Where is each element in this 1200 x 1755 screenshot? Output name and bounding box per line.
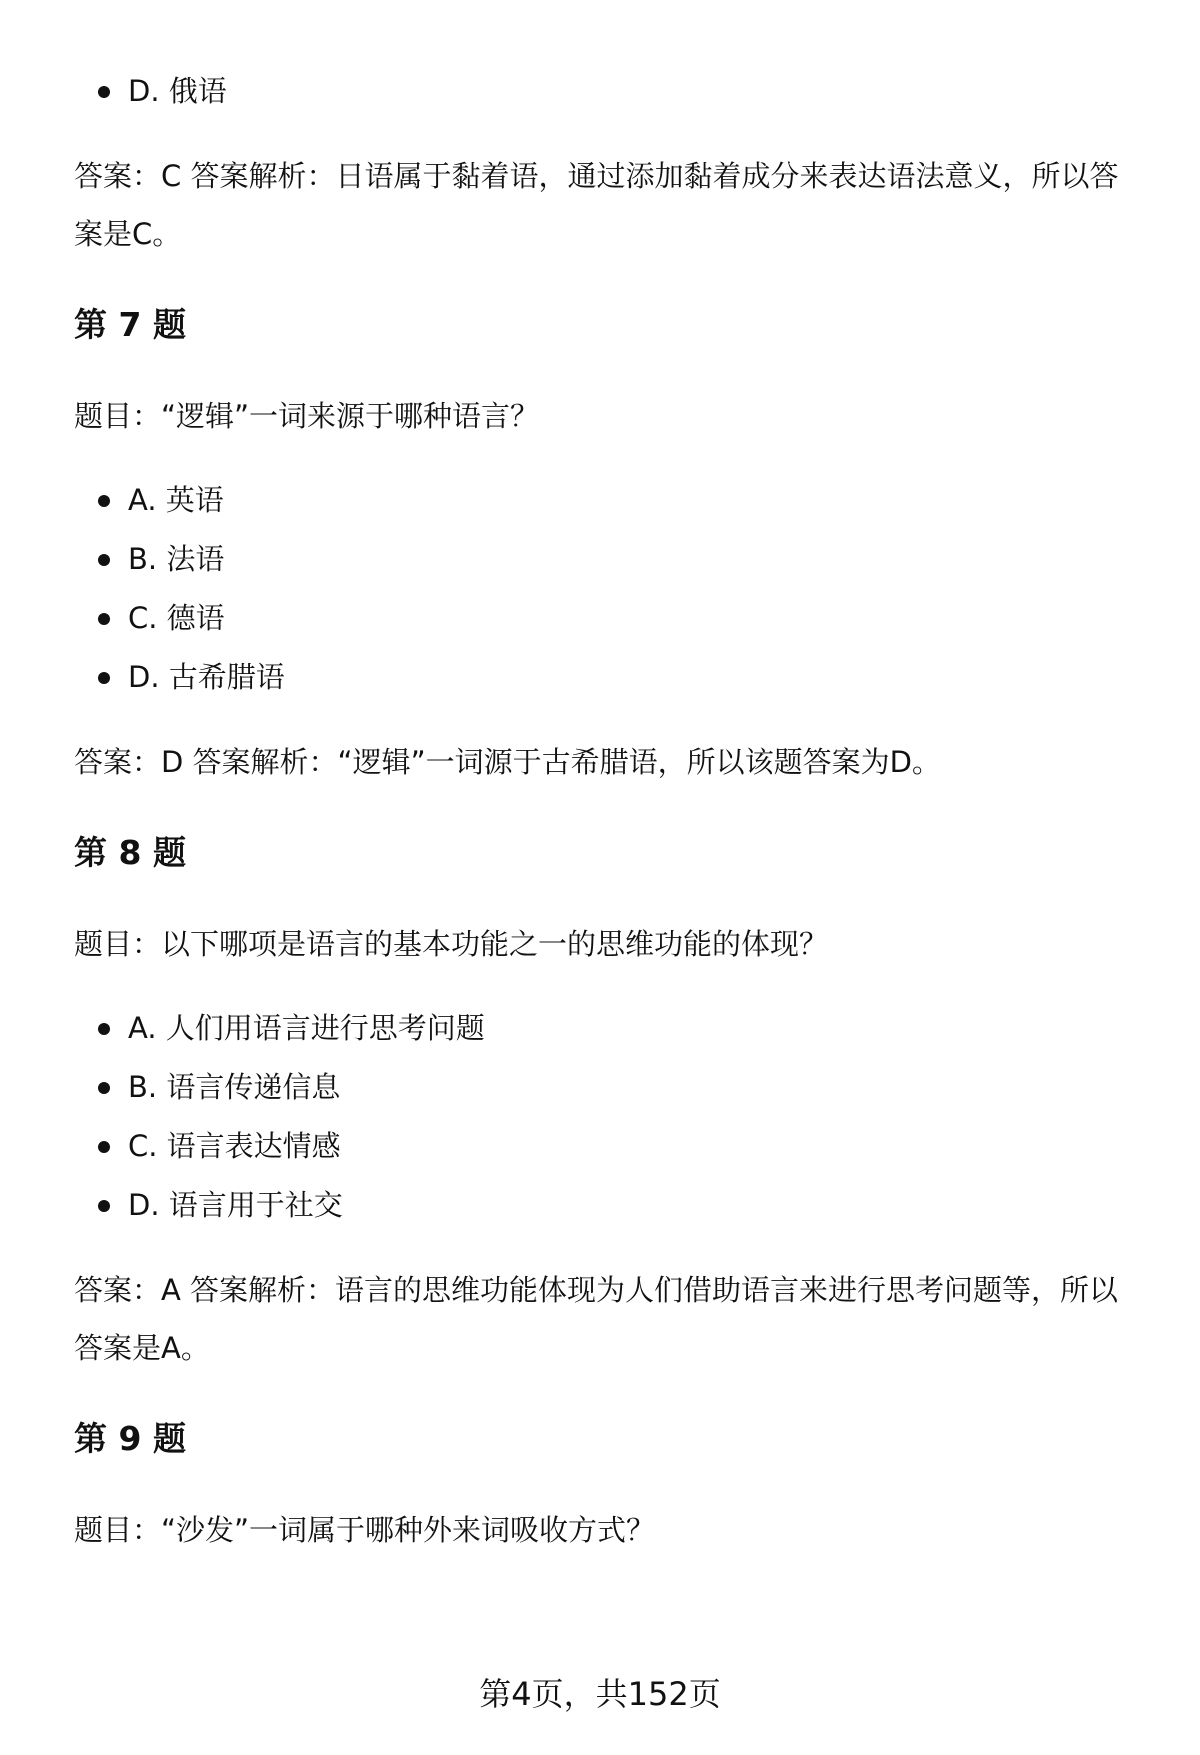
option-c: C. 语言表达情感 (74, 1117, 1144, 1176)
option-a: A. 人们用语言进行思考问题 (74, 999, 1144, 1058)
page-content (74, 62, 1144, 1559)
page-number-footer: 第4页，共152页 (479, 1675, 721, 1713)
question-9-text: 题目：“沙发”一词属于哪种外来词吸收方式？ (74, 1513, 656, 1547)
option-a: A. 英语 (74, 471, 1144, 530)
option-d: D. 古希腊语 (74, 648, 1144, 707)
prev-answer (74, 147, 1144, 263)
prev-question-options (74, 62, 1144, 121)
answer-line: 答案是A。 (74, 1331, 210, 1365)
question-7-options (74, 471, 1144, 707)
option-d: D. 俄语 (74, 62, 1144, 121)
question-9-heading: 第 9 题 (74, 1419, 186, 1458)
question-7-text: 题目：“逻辑”一词来源于哪种语言？ (74, 399, 540, 433)
question-8-text: 题目：以下哪项是语言的基本功能之一的思维功能的体现？ (74, 927, 829, 961)
question-8-options (74, 999, 1144, 1235)
question-7-answer: 答案：D 答案解析：“逻辑”一词源于古希腊语，所以该题答案为D。 (74, 745, 941, 779)
option-b: B. 法语 (74, 530, 1144, 589)
answer-line: 案是C。 (74, 217, 182, 251)
answer-line: 答案：A 答案解析：语言的思维功能体现为人们借助语言来进行思考问题等，所以 (74, 1273, 1119, 1307)
option-c: C. 德语 (74, 589, 1144, 648)
question-8-heading: 第 8 题 (74, 833, 186, 872)
option-d: D. 语言用于社交 (74, 1176, 1144, 1235)
answer-line: 答案：C 答案解析：日语属于黏着语，通过添加黏着成分来表达语法意义，所以答 (74, 159, 1119, 193)
question-8-answer (74, 1261, 1144, 1377)
question-7-heading: 第 7 题 (74, 305, 186, 344)
option-b: B. 语言传递信息 (74, 1058, 1144, 1117)
